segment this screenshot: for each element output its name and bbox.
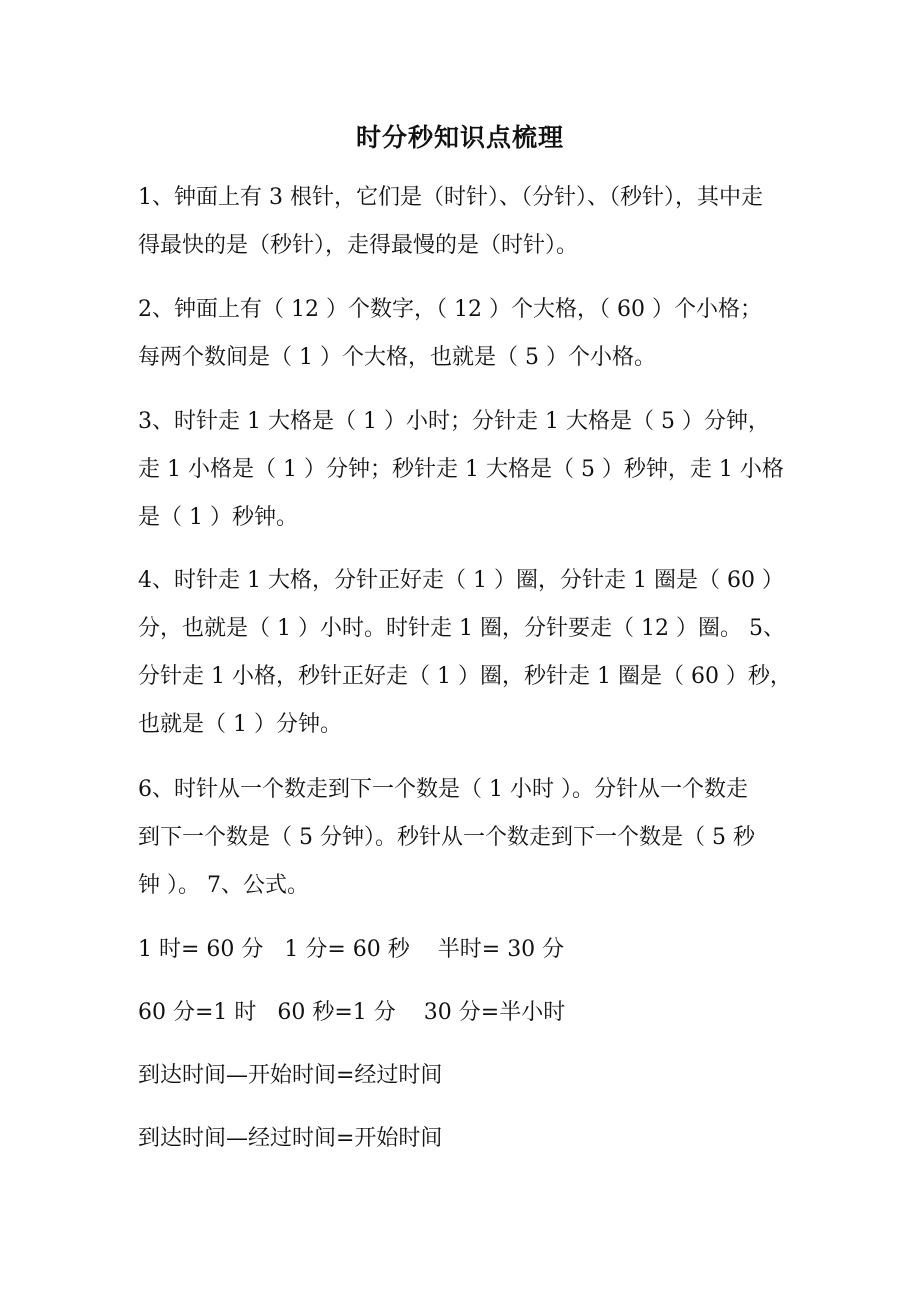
- knowledge-point-6-7: [138, 766, 788, 910]
- formula-line: 到达时间—开始时间=经过时间: [138, 1063, 443, 1088]
- knowledge-point-1: [138, 174, 788, 270]
- formula-line: 到达时间—经过时间=开始时间: [138, 1126, 443, 1151]
- document-title: 时分秒知识点梳理: [355, 123, 564, 152]
- text-line: 3、时针走 1 大格是（ 1 ）小时；分针走 1 大格是（ 5 ）分钟，: [138, 409, 770, 434]
- text-line: 4、时针走 1 大格，分针正好走（ 1 ）圈，分针走 1 圈是（ 60 ）: [138, 568, 784, 593]
- text-line: 6、时针从一个数走到下一个数是（ 1 小时 ）。分针从一个数走: [138, 777, 748, 802]
- text-line: 也就是（ 1 ）分钟。: [138, 712, 342, 737]
- formula-line: 60 分=1 时 60 秒=1 分 30 分=半小时: [138, 1000, 566, 1025]
- text-line: 2、钟面上有（ 12 ）个数字，（ 12 ）个大格，（ 60 ）个小格；: [138, 297, 762, 322]
- text-line: 是（ 1 ）秒钟。: [138, 505, 298, 530]
- formula-line: 1 时= 60 分 1 分= 60 秒 半时= 30 分: [138, 937, 565, 962]
- knowledge-point-3: [138, 398, 788, 542]
- text-line: 1、钟面上有 3 根针，它们是（时针）、（分针）、（秒针），其中走: [138, 185, 763, 210]
- text-line: 到下一个数是（ 5 分钟）。秒针从一个数走到下一个数是（ 5 秒: [138, 825, 755, 850]
- text-line: 得最快的是（秒针），走得最慢的是（时针）。: [138, 233, 579, 258]
- text-line: 分，也就是（ 1 ）小时。时针走 1 圈，分针要走（ 12 ）圈。 5、: [138, 616, 785, 641]
- text-line: 分针走 1 小格，秒针正好走（ 1 ）圈，秒针走 1 圈是（ 60 ）秒，: [138, 664, 792, 689]
- knowledge-point-2: [138, 286, 788, 382]
- text-line: 每两个数间是（ 1 ）个大格，也就是（ 5 ）个小格。: [138, 345, 656, 370]
- text-line: 走 1 小格是（ 1 ）分钟；秒针走 1 大格是（ 5 ）秒钟，走 1 小格: [138, 457, 784, 482]
- text-line: 钟 ）。 7、公式。: [138, 873, 309, 898]
- knowledge-point-4-5: [138, 557, 792, 749]
